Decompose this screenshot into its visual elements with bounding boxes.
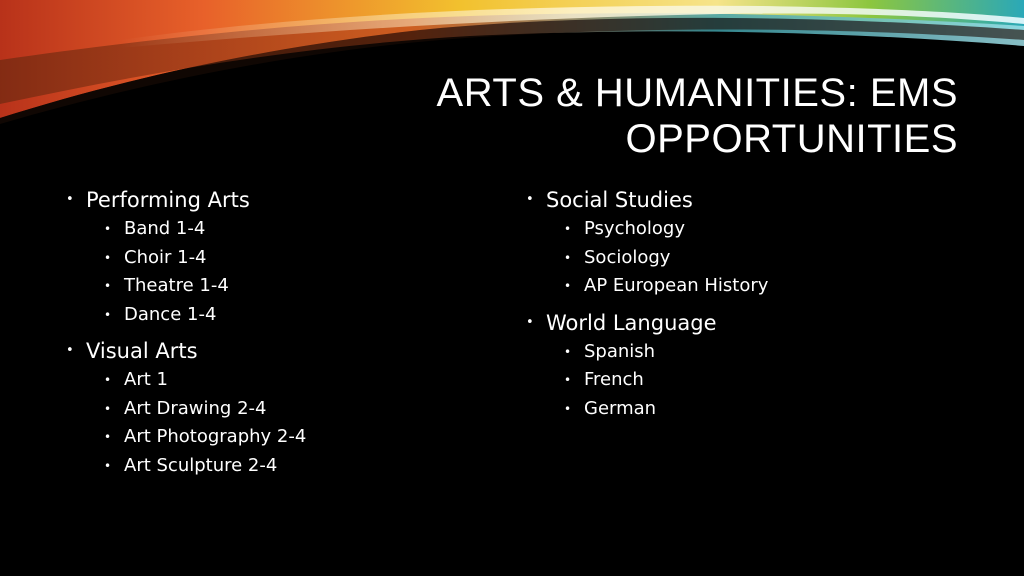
list-item [86, 301, 486, 330]
list-item-visual-arts [66, 337, 486, 480]
bullet-icon: • [104, 222, 112, 236]
list-item [86, 423, 486, 452]
list-item-label: German [584, 397, 657, 419]
bullet-icon: • [66, 343, 74, 358]
list-item [546, 338, 966, 367]
list-heading: World Language [546, 310, 717, 335]
list-item-label: French [584, 369, 644, 390]
list-item [86, 272, 486, 301]
bullet-icon: • [564, 373, 572, 387]
list-item [86, 244, 486, 273]
bullet-icon: • [66, 192, 74, 207]
bullet-icon: • [104, 430, 112, 444]
sub-list [546, 338, 966, 424]
bullet-icon: • [104, 401, 112, 416]
list-item [546, 395, 966, 424]
list-item-label: Theatre 1-4 [124, 275, 229, 296]
bullet-icon: • [104, 458, 112, 473]
list-item [546, 244, 966, 273]
list-item-label: Art Photography 2-4 [124, 426, 307, 447]
list-item-label: Spanish [584, 340, 656, 362]
list-item-social-studies [526, 186, 966, 301]
bullet-icon: • [564, 279, 572, 293]
slide-title-line-2: OPPORTUNITIES [625, 117, 958, 161]
list-item-label: Art 1 [124, 369, 168, 390]
bullet-icon: • [526, 192, 534, 207]
list-item-label: Psychology [584, 218, 685, 239]
list-item-performing-arts [66, 186, 486, 329]
left-bullet-list [66, 186, 486, 480]
list-item [86, 366, 486, 395]
sub-list [86, 366, 486, 480]
bullet-icon: • [104, 250, 112, 265]
list-item [546, 215, 966, 244]
bullet-icon: • [104, 373, 112, 387]
list-item-label: Dance 1-4 [124, 303, 217, 325]
list-item-label: Sociology [584, 246, 671, 268]
bullet-icon: • [526, 314, 534, 330]
list-item-label: AP European History [584, 275, 769, 296]
list-item-label: Art Sculpture 2-4 [124, 454, 278, 476]
bullet-icon: • [564, 222, 572, 236]
list-item [86, 452, 486, 481]
list-item [546, 366, 966, 395]
sub-list [86, 215, 486, 329]
sub-list [546, 215, 966, 301]
list-item [546, 272, 966, 301]
list-item-label: Choir 1-4 [124, 246, 207, 268]
list-heading: Visual Arts [86, 339, 198, 363]
bullet-icon: • [564, 344, 572, 359]
slide-title [398, 70, 958, 162]
list-item [86, 395, 486, 424]
list-heading: Performing Arts [86, 188, 250, 212]
list-item [86, 215, 486, 244]
list-item-label: Art Drawing 2-4 [124, 397, 267, 419]
slide-title-line-1: ARTS & HUMANITIES: EMS [436, 71, 958, 115]
bullet-icon: • [104, 279, 112, 293]
bullet-icon: • [104, 307, 112, 322]
right-bullet-list [526, 186, 966, 423]
left-column [66, 186, 486, 480]
bullet-icon: • [564, 250, 572, 265]
list-item-label: Band 1-4 [124, 218, 206, 239]
list-heading: Social Studies [546, 188, 693, 212]
right-column [526, 186, 966, 423]
list-item-world-language [526, 309, 966, 424]
bullet-icon: • [564, 401, 572, 416]
